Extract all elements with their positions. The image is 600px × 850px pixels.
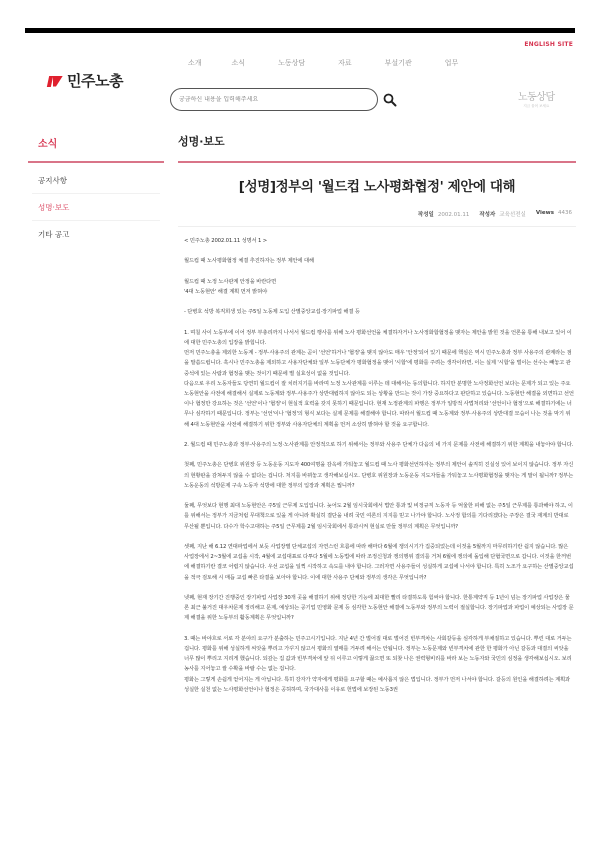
main-nav — [188, 58, 491, 68]
nav-item-labor-counsel[interactable]: 노동상담 — [278, 59, 306, 67]
body-paragraph: 넷째, 현재 장기간 진행중인 장기파업 사업장 30개 곳을 해결하기 위해 정당한 기능에 최대한 빨리 타결하도록 힘써야 합니다. 한통계약직 등 1년이 넘는 장기파업 사업장은 물론 최근 불거진 대우차문제 정리해고 문제, 예상되는 공기업 민영화 문제 등 심각한 노동현안 해결에 노동부와 정부의 노력이 절실합니다. 장기파업과 파업이 예상되는 사업장 문제 해결을 위한 노동부의 활동계획은 무엇입니까? — [184, 594, 574, 622]
body-paragraph: - 단병호 석방 복직희생 있는 주5일 노동제 도입 산별중앙교섭·장기파업 해결 등 — [184, 309, 360, 316]
post-views: Views 4436 — [535, 210, 572, 216]
body-paragraph: 1. 며칠 사이 노동부에 이어 정부 부총리까지 나서서 월드컵 행사를 위해 노사 평화선언을 체결하자거나 노사정화합협정을 맺자는 제안을 밝힌 것을 언론을 통해 내보고 있어 이에 대한 민주노총의 입장을 밝힙니다. — [184, 329, 572, 346]
nav-item-about[interactable]: 소개 — [188, 59, 202, 67]
english-site-link[interactable]: ENGLISH SITE — [524, 41, 573, 48]
nav-item-news[interactable]: 소식 — [231, 59, 246, 67]
body-paragraph: '4대 노동현안' 해결 계획 먼저 밝혀야 — [184, 288, 268, 295]
nav-item-affiliates[interactable]: 부설기관 — [384, 59, 412, 67]
labor-counsel-title: 노동상담 — [518, 92, 555, 103]
search-button[interactable] — [383, 92, 397, 106]
sidebar-item-notices[interactable]: 공지사항 — [32, 167, 160, 194]
body-paragraph: 셋째, 지난 해 6.12 연대파업에서 보듯 사업장별 단체교섭의 자연스런 흐름에 따라 해마다 6월에 쟁의시기가 집중되었는데 이것을 5월까지 마무리하기란 쉽지 않습니다. 많은 사업장에서 2~3월에 교섭을 시작, 4월에 교섭대표로 다투다 5월에 노동법에 따라 조정신청과 쟁의행위 결의를 거쳐 6월에 쟁의에 돌입해 단협국면으로 갑니다. 이것을 한꺼번에 해결하기란 결코 어렵지 않습니다. 우선 교섭을 일찍 시작하고 속도를 내야 합니다. 그러자면 사용주들이 성실하게 교섭에 나서야 합니다. 특히 노조가 요구하는 산별중앙교섭을 적극 검토해 시 매듭 교섭 빠른 타결을 보아야 합니다. 이에 대한 사용주 단체와 정부의 생각은 무엇입니까? — [184, 543, 574, 581]
sidebar-item-other-notices[interactable]: 기타 공고 — [38, 230, 70, 239]
sidebar-divider — [28, 161, 164, 163]
body-paragraph: 둘째, 무엇보다 현행 최대 노동현안은 주5일 근무제 도입입니다. 늦어도 2월 임시국회에서 법안 통과 및 비정규직 노동자 등 억울한 피해 없는 주5일 근무제를 통과해야 하고, 이를 위해서는 정부가 지금처럼 무대책으로 있을 게 아니라 확실히 결단을 내려 국민 여론의 지지를 믿고 나가야 합니다. 노사정 합의를 기다리겠다는 주장은 결국 재계의 반대로 무산될 뿐입니다. 다수가 학수고대하는 주5일 근무제를 2월 임시국회에서 통과시켜 현실로 만들 정부의 계획은 무엇입니까? — [184, 503, 573, 530]
post-author: 작성자 교육선전실 — [479, 212, 526, 218]
sidebar-item-statements[interactable]: 성명·보도 — [32, 194, 160, 221]
nav-item-work[interactable]: 업무 — [444, 59, 459, 67]
body-paragraph: 첫째, 민주노총은 단병호 위원장 등 노동운동 지도자 400여명을 감옥에 가둬놓고 월드컵 때 노사 평화선언하자는 정부의 제안이 솔직히 진실성 있어 보이지 않습니다. 정부 자신의 현황판을 감쳐두지 않을 수 없다는 겁니다. 처지를 바꿔놓고 생각해보십시오. 단병호 위원장과 노동운동 지도자들을 가둬놓고 노사평화협정을 맺자는 게 말이 됩니까? 정부는 노동운동의 석방문제 구속 노동자 석방에 대한 정부의 입장과 계획은 뭡니까? — [184, 462, 574, 489]
body-paragraph: 2. 월드컵 때 민주노총과 정부·사용주의 노정·노사관계를 안정적으로 하기 위해서는 정부와 사용주 단체가 다음의 네 가지 문제를 사전에 해결하기 위한 계획을 내놓아야 합니다. — [184, 441, 574, 448]
search-input[interactable] — [179, 96, 359, 103]
labor-counsel-subtitle: 지금 물어 보세요 — [523, 104, 550, 108]
logo-text: 민주노총 — [67, 72, 123, 90]
body-paragraph: 3. 때는 바야흐로 서로 각 분야의 요구가 분출하는 민주고시기입니다. 지난 4년 간 벌어질 대로 벌어진 빈부격차는 사회갈등을 심각하게 부채질하고 있습니다. 뿌린 대로 거두는 겁니다. 평화를 위해 성실하게 씨앗을 뿌리고 가꾸지 않고서 평화의 열매를 거두려 해서는 안됩니다. 정부는 노동문제와 빈부격차에 관한 한 평화가 아닌 갈등과 대결의 씨앗을 너무 많이 뿌리고 지리게 했습니다. 되갚는 집 값과 빈부격차에 앞 뒤 이루고 이렇게 끓으면 또 되찾 나은 권력형비리를 바라 보는 노동자와 국민의 심정을 생각해보십시오. 보리농사를 지어놓고 쌀 수확을 바랄 수는 없는 겁니다. — [184, 635, 572, 673]
kctu-logo-icon — [48, 75, 64, 87]
body-paragraph: < 민주노총 2002.01.11 성명서 1 > — [184, 238, 268, 244]
labor-counsel-banner[interactable] — [518, 88, 555, 109]
body-paragraph: 월드컵 때 노정 노사관계 안정을 바란다면 — [184, 278, 277, 285]
nav-item-resources[interactable]: 자료 — [338, 59, 352, 67]
page-title: 성명·보도 — [178, 135, 225, 148]
body-paragraph: 다음으로 우리 노동자들도 당연히 월드컵이 잘 치러지기를 바라며 노정 노사관계를 이루는 데 대해서는 동의합니다. 하지만 분명한 노사정화선언 보다는 문제가 되고 있는 주요 노동현안을 사전에 해결해서 실제로 노동계와 정부·사용주가 상반대립하지 않아도 되는 상황을 만드는 것이 가장 중요하다고 판단하고 있습니다. 노동현안 해결을 외면하고 선언이나 협정만 강요하는 것은 '선언'이나 '협정'이 현실적 효력을 갖지 못하기 때문입니다. 현재 노정관계의 파행은 정부가 일방적 사법처리와 '선언이나 협정'으로 해결하기에는 너무나 심각하기 때문입니다. 정부는 '선언'이나 '협정'의 형식 보다는 실제 문제를 해결해야 합니다. 따라서 월드컵 때 노동계와 정부·사용주의 상반대결 모습이 나는 것을 막기 위해 4대 노동현안을 사전에 해결하기 위한 정부와 사용자단체의 계획을 먼저 소상히 밝혀야 할 것을 요구합니다. — [184, 380, 574, 428]
body-paragraph: 월드컵 때 노사평화협정 체결 추진하자는 정부 제안에 대해 — [184, 258, 314, 265]
logo[interactable] — [48, 70, 123, 91]
sidebar-menu — [32, 167, 160, 248]
search-box — [170, 88, 378, 111]
post-title: [성명]정부의 '월드컵 노사평화협정' 제안에 대해 — [238, 179, 516, 195]
sidebar-title: 소식 — [38, 139, 58, 150]
post-date: 작성일 2002.01.11 — [417, 212, 470, 218]
post-body — [184, 236, 574, 705]
top-black-bar — [25, 28, 575, 33]
body-paragraph: 먼저 민주노총을 제외한 노동계 - 정부·사용주의 관계는 곧이 '선언'하거나 '협정'을 맺지 않아도 매우 '안정'되어 있기 때문에 핵심은 역시 민주노총과 정부 사용주의 관계라는 점을 말씀드립니다. 혹시나 민주노총을 제외하고 사용자단체와 일부 노동단체가 평화협정을 맺어 '시합'에 평화를 주려는 생각이라면, 이는 실제 '시합'을 벌이는 선수는 빼놓고 관중석에 있는 사람과 협정을 맺는 것이기 때문에 별 실효성이 없을 것입니다. — [184, 350, 572, 377]
main-divider — [178, 161, 576, 163]
post-meta — [418, 210, 572, 218]
search-icon — [383, 93, 397, 107]
meta-divider — [178, 226, 576, 227]
body-paragraph: 평화는 그렇게 손쉽게 얻어지는 게 아닙니다. 특히 강자가 약자에게 평화를 요구할 때는 예사롭지 않은 법입니다. 정부가 먼저 나서야 합니다. 갈등의 원인을 해결하려는 계획과 성실한 실천 없는 노사평화선언이나 협정은 공허하며, 국가대사를 이유로 헌법에 보장된 노동3권 — [184, 676, 571, 693]
